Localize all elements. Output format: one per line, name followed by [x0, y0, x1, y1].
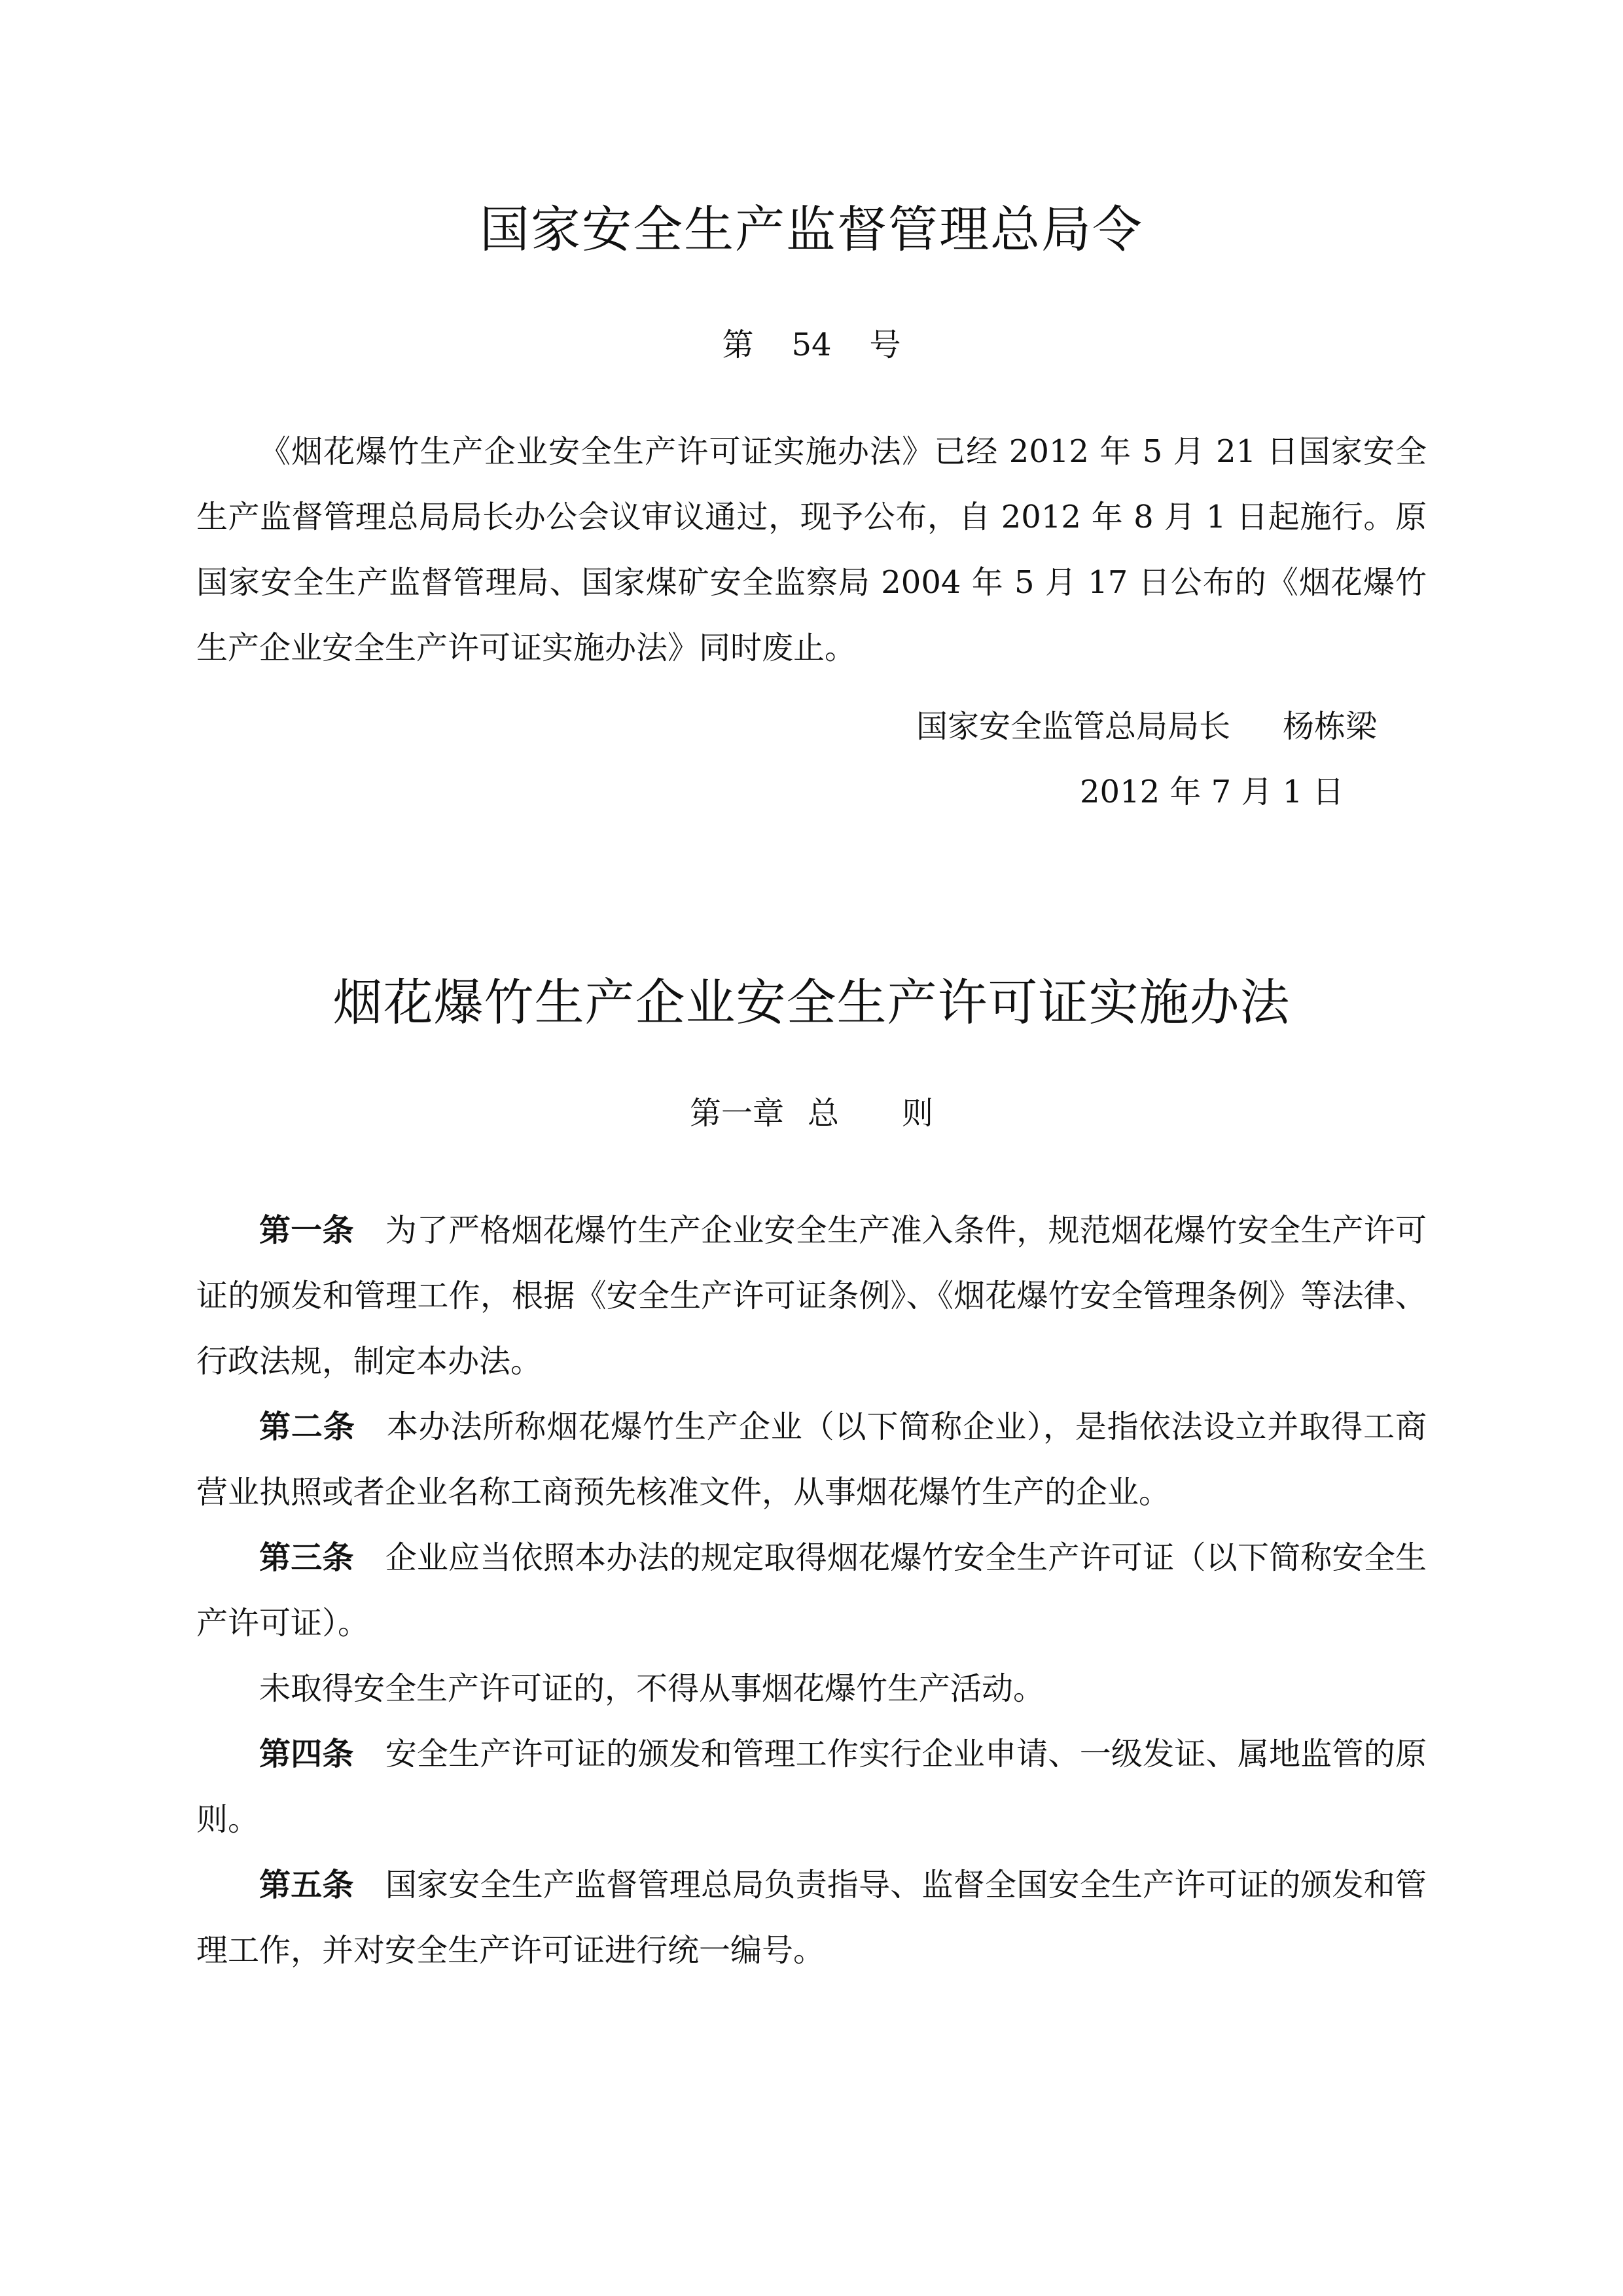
chapter-name-part1: 总: [807, 1095, 839, 1132]
article-text: 为了严格烟花爆竹生产企业安全生产准入条件，规范烟花爆竹安全生产许可证的颁发和管理工作，根据《安全生产许可证条例》、《烟花爆竹安全管理条例》等法律、行政法规，制定本办法。: [196, 1212, 1427, 1380]
article-text: 安全生产许可证的颁发和管理工作实行企业申请、一级发证、属地监管的原则。: [196, 1736, 1427, 1838]
article-text: 国家安全生产监督管理总局负责指导、监督全国安全生产许可证的颁发和管理工作，并对安全生产许可证进行统一编号。: [196, 1867, 1427, 1969]
signature-date: 2012 年 7 月 1 日: [1080, 774, 1344, 810]
article-label: 第二条: [259, 1408, 355, 1445]
order-title: 国家安全生产监督管理总局令: [480, 200, 1143, 259]
article-5: [196, 1852, 1427, 1983]
order-number-prefix: 第: [722, 327, 754, 363]
article-label: 第四条: [259, 1736, 354, 1772]
announcement-text: 《烟花爆竹生产企业安全生产许可证实施办法》已经 2012 年 5 月 21 日国家安全生产监督管理总局局长办公会议审议通过，现予公布，自 2012 年 8 月 1 日起施行。原国家安全生产监督管理局、国家煤矿安全监察局 2004 年 5 月 17 日公布的《烟花爆竹生产企业安全生产许可证实施办法》同时废止。: [196, 433, 1427, 666]
article-text: 本办法所称烟花爆竹生产企业（以下简称企业），是指依法设立并取得工商营业执照或者企业名称工商预先核准文件，从事烟花爆竹生产的企业。: [196, 1408, 1427, 1511]
chapter-heading: [0, 1084, 1623, 1143]
signer-name: 杨栋梁: [1283, 708, 1378, 745]
order-number: [0, 315, 1623, 374]
order-number-value: 54: [791, 327, 832, 363]
article-3: [196, 1525, 1427, 1656]
chapter-label: 第一章: [689, 1095, 784, 1132]
article-label: 第一条: [259, 1212, 354, 1249]
regulation-title: 烟花爆竹生产企业安全生产许可证实施办法: [332, 973, 1291, 1031]
order-number-suffix: 号: [869, 327, 901, 363]
article-text: 企业应当依照本办法的规定取得烟花爆竹安全生产许可证（以下简称安全生产许可证）。: [196, 1539, 1427, 1641]
chapter-name-part2: 则: [902, 1095, 934, 1132]
article-4: [196, 1721, 1427, 1852]
article-label: 第五条: [259, 1867, 354, 1903]
article-label: 第三条: [259, 1539, 354, 1576]
signature-line: [916, 694, 1440, 759]
article-2: [196, 1394, 1427, 1525]
announcement-block: [196, 419, 1427, 681]
articles-block: [196, 1198, 1427, 1983]
signer-title: 国家安全监管总局局长: [916, 708, 1231, 745]
article-3-paragraph-2: [196, 1656, 1427, 1721]
article-1: [196, 1198, 1427, 1394]
article-text: 未取得安全生产许可证的，不得从事烟花爆竹生产活动。: [259, 1670, 1045, 1707]
